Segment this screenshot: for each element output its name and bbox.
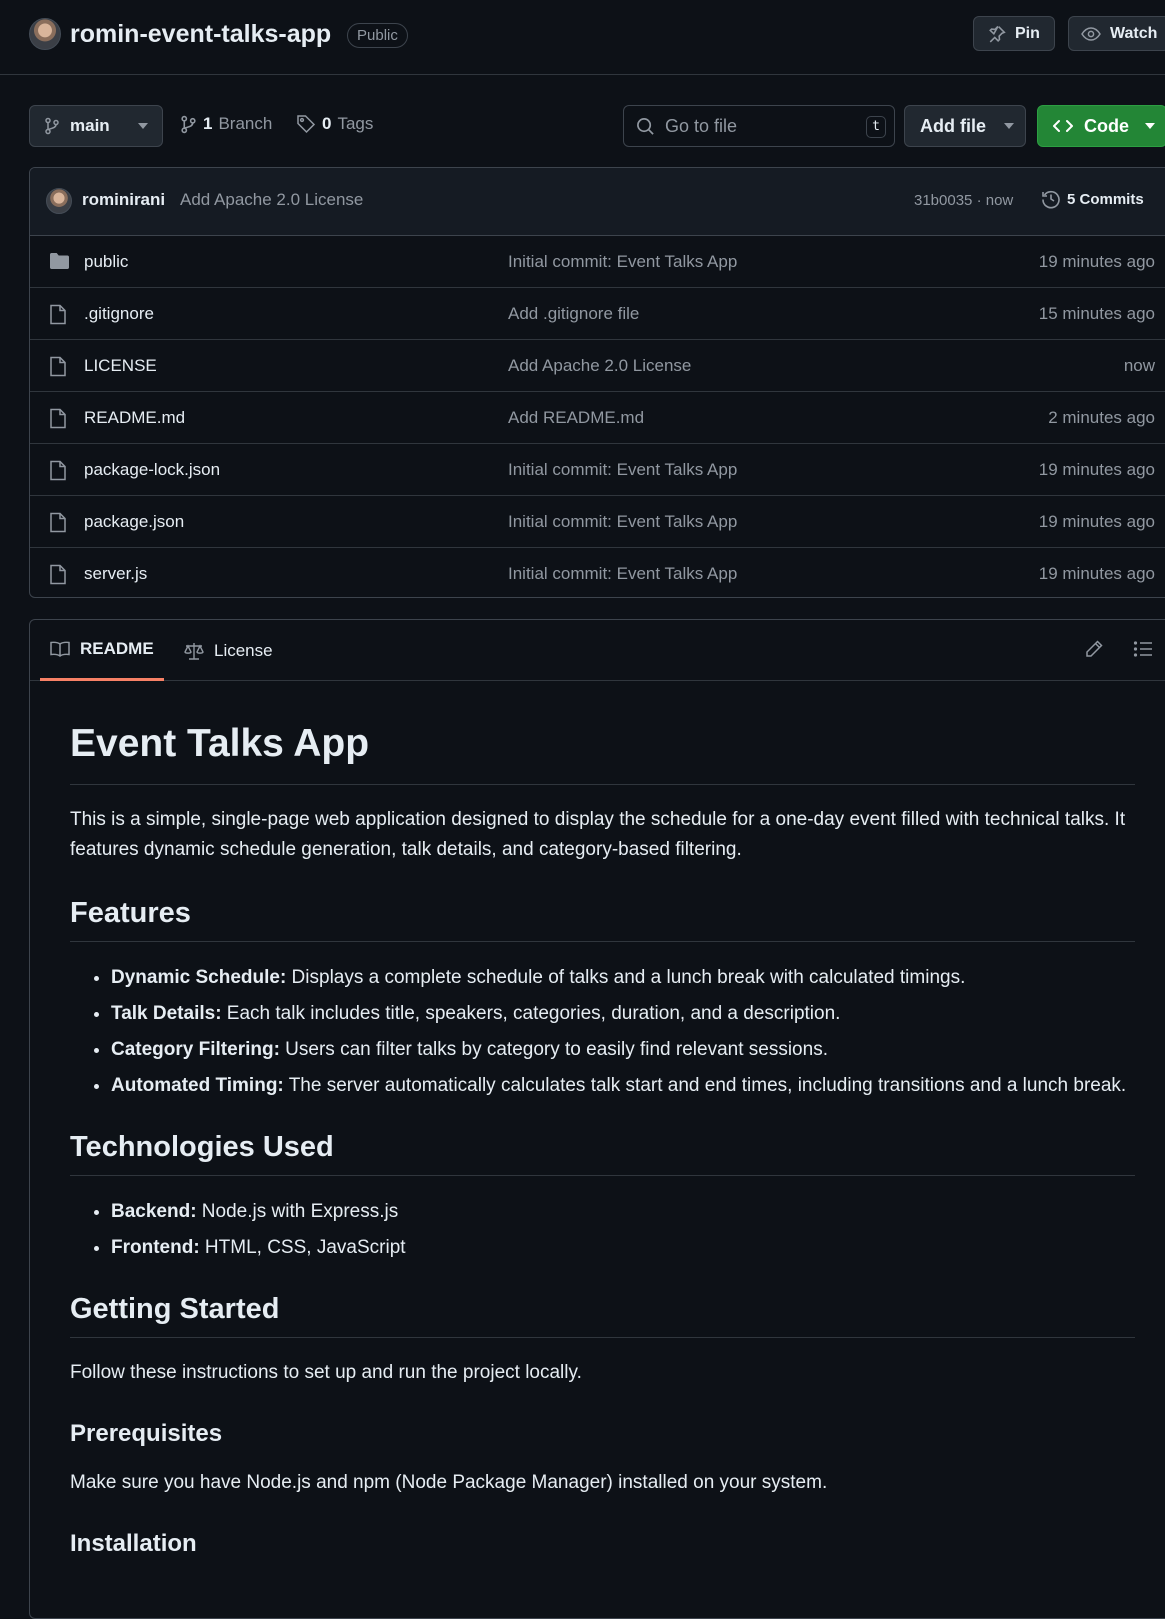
prerequisites-text: Make sure you have Node.js and npm (Node Package Manager) installed on your system. <box>70 1472 828 1493</box>
file-commit-message[interactable]: Initial commit: Event Talks App <box>508 564 738 583</box>
list-item <box>111 962 1135 993</box>
code-button[interactable] <box>1037 105 1165 147</box>
list-item-text: Each talk includes title, speakers, categories, duration, and a description. <box>221 1003 841 1024</box>
tag-icon <box>296 114 316 134</box>
file-commit-age: 2 minutes ago <box>1048 408 1155 427</box>
eye-icon <box>1081 25 1101 43</box>
file-commit-age: 15 minutes ago <box>1038 304 1155 323</box>
tab-license-label: License <box>214 640 273 660</box>
file-commit-message[interactable]: Initial commit: Event Talks App <box>508 252 738 271</box>
branch-name: main <box>70 116 110 135</box>
file-row[interactable] <box>30 340 1165 392</box>
branch-icon <box>44 117 60 135</box>
add-file-label: Add file <box>920 115 986 136</box>
file-row[interactable] <box>30 444 1165 496</box>
chevron-down-icon <box>1004 123 1014 129</box>
file-icon <box>49 512 67 533</box>
technologies-list <box>70 1196 1135 1263</box>
file-commit-message[interactable]: Add Apache 2.0 License <box>508 356 692 375</box>
list-item-text: Users can filter talks by category to easily find relevant sessions. <box>279 1039 828 1060</box>
readme-content <box>70 681 1135 1558</box>
tags-link[interactable] <box>296 114 373 134</box>
commit-message[interactable]: Add Apache 2.0 License <box>180 190 364 209</box>
technologies-heading: Technologies Used <box>70 1131 1135 1176</box>
file-commit-age: 19 minutes ago <box>1038 512 1155 531</box>
file-name[interactable]: LICENSE <box>84 356 157 375</box>
commit-sha-time[interactable]: 31b0035 · now <box>914 192 1014 209</box>
chevron-down-icon <box>1145 123 1155 129</box>
pin-label: Pin <box>1015 24 1040 42</box>
readme-title: Event Talks App <box>70 681 1135 785</box>
readme-panel <box>29 619 1165 1619</box>
edit-pencil-icon[interactable] <box>1084 639 1104 659</box>
file-row[interactable] <box>30 496 1165 548</box>
file-icon <box>49 460 67 481</box>
latest-commit-bar <box>30 168 1165 236</box>
outline-list-icon[interactable] <box>1133 639 1153 659</box>
file-commit-age: 19 minutes ago <box>1038 252 1155 271</box>
list-item-label: Backend: <box>111 1201 197 1222</box>
installation-heading: Installation <box>70 1530 197 1557</box>
add-file-button[interactable] <box>904 105 1026 147</box>
file-row[interactable] <box>30 548 1165 598</box>
file-name[interactable]: README.md <box>84 408 186 427</box>
branch-icon <box>180 115 197 134</box>
list-item <box>111 1034 1135 1065</box>
getting-started-heading: Getting Started <box>70 1293 1135 1338</box>
commit-author[interactable]: rominirani <box>82 190 166 209</box>
list-item <box>111 1196 1135 1227</box>
file-icon <box>49 408 67 429</box>
file-commit-age: 19 minutes ago <box>1038 460 1155 479</box>
file-commit-message[interactable]: Initial commit: Event Talks App <box>508 460 738 479</box>
shortcut-key-hint: t <box>866 116 886 138</box>
branches-link[interactable] <box>180 114 272 134</box>
list-item-label: Frontend: <box>111 1237 200 1258</box>
getting-started-text: Follow these instructions to set up and run the project locally. <box>70 1362 582 1383</box>
folder-icon <box>49 252 70 270</box>
list-item-text: Node.js with Express.js <box>196 1201 399 1222</box>
file-name[interactable]: package-lock.json <box>84 460 221 479</box>
readme-tabs <box>30 620 1165 681</box>
list-item-label: Talk Details: <box>111 1003 222 1024</box>
go-to-file-input[interactable] <box>665 116 865 137</box>
list-item <box>111 1232 1135 1263</box>
tab-readme-label: README <box>80 639 154 658</box>
file-row[interactable] <box>30 392 1165 444</box>
scale-icon <box>184 642 204 660</box>
file-browser <box>29 167 1165 598</box>
file-icon <box>49 304 67 325</box>
watch-button[interactable] <box>1068 16 1165 51</box>
file-row[interactable] <box>30 288 1165 340</box>
file-row[interactable] <box>30 236 1165 288</box>
list-item-label: Automated Timing: <box>111 1075 284 1096</box>
pin-button[interactable] <box>973 16 1055 51</box>
commit-author-avatar[interactable] <box>46 188 72 214</box>
file-name[interactable]: server.js <box>84 564 148 583</box>
file-commit-message[interactable]: Initial commit: Event Talks App <box>508 512 738 531</box>
history-icon <box>1041 189 1061 209</box>
commits-label: 5 Commits <box>1067 190 1144 208</box>
readme-intro: This is a simple, single-page web application designed to display the schedule for a one-day event filled with technical talks. It features dynamic schedule generation, talk details, and category-based filtering. <box>70 809 1126 860</box>
owner-avatar[interactable] <box>29 18 61 50</box>
file-name[interactable]: public <box>84 252 129 271</box>
file-icon <box>49 356 67 377</box>
list-item-label: Category Filtering: <box>111 1039 280 1060</box>
tag-label: Tags <box>337 114 374 133</box>
file-icon <box>49 564 67 585</box>
tag-count: 0 <box>322 114 332 133</box>
list-item-text: Displays a complete schedule of talks and a lunch break with calculated timings. <box>286 967 966 988</box>
visibility-badge: Public <box>347 23 408 48</box>
branch-count: 1 <box>203 114 213 133</box>
watch-label: Watch <box>1110 24 1158 42</box>
prerequisites-heading: Prerequisites <box>70 1420 223 1447</box>
list-item-label: Dynamic Schedule: <box>111 967 287 988</box>
list-item-text: The server automatically calculates talk start and end times, including transitions and a lunch break. <box>283 1075 1127 1096</box>
chevron-down-icon <box>138 123 148 129</box>
file-commit-message[interactable]: Add README.md <box>508 408 645 427</box>
list-item <box>111 1070 1135 1101</box>
tab-license[interactable] <box>184 620 273 681</box>
file-name[interactable]: package.json <box>84 512 185 531</box>
commits-link[interactable] <box>1041 189 1144 209</box>
pin-icon <box>988 25 1006 43</box>
list-item-text: HTML, CSS, JavaScript <box>199 1237 406 1258</box>
code-label: Code <box>1084 115 1129 136</box>
go-to-file-search <box>623 105 895 147</box>
search-icon <box>636 117 655 136</box>
file-commit-age: now <box>1123 356 1155 375</box>
branch-selector[interactable] <box>29 105 163 147</box>
list-item <box>111 998 1135 1029</box>
repo-title[interactable]: romin-event-talks-app <box>70 20 332 48</box>
features-list <box>70 962 1135 1101</box>
repo-header <box>0 0 1165 75</box>
branch-label: Branch <box>218 114 273 133</box>
file-commit-age: 19 minutes ago <box>1038 564 1155 583</box>
file-name[interactable]: .gitignore <box>84 304 154 323</box>
file-commit-message[interactable]: Add .gitignore file <box>508 304 640 323</box>
features-heading: Features <box>70 897 1135 942</box>
code-icon <box>1052 118 1074 134</box>
book-icon <box>50 641 70 657</box>
tab-readme[interactable] <box>40 620 164 681</box>
